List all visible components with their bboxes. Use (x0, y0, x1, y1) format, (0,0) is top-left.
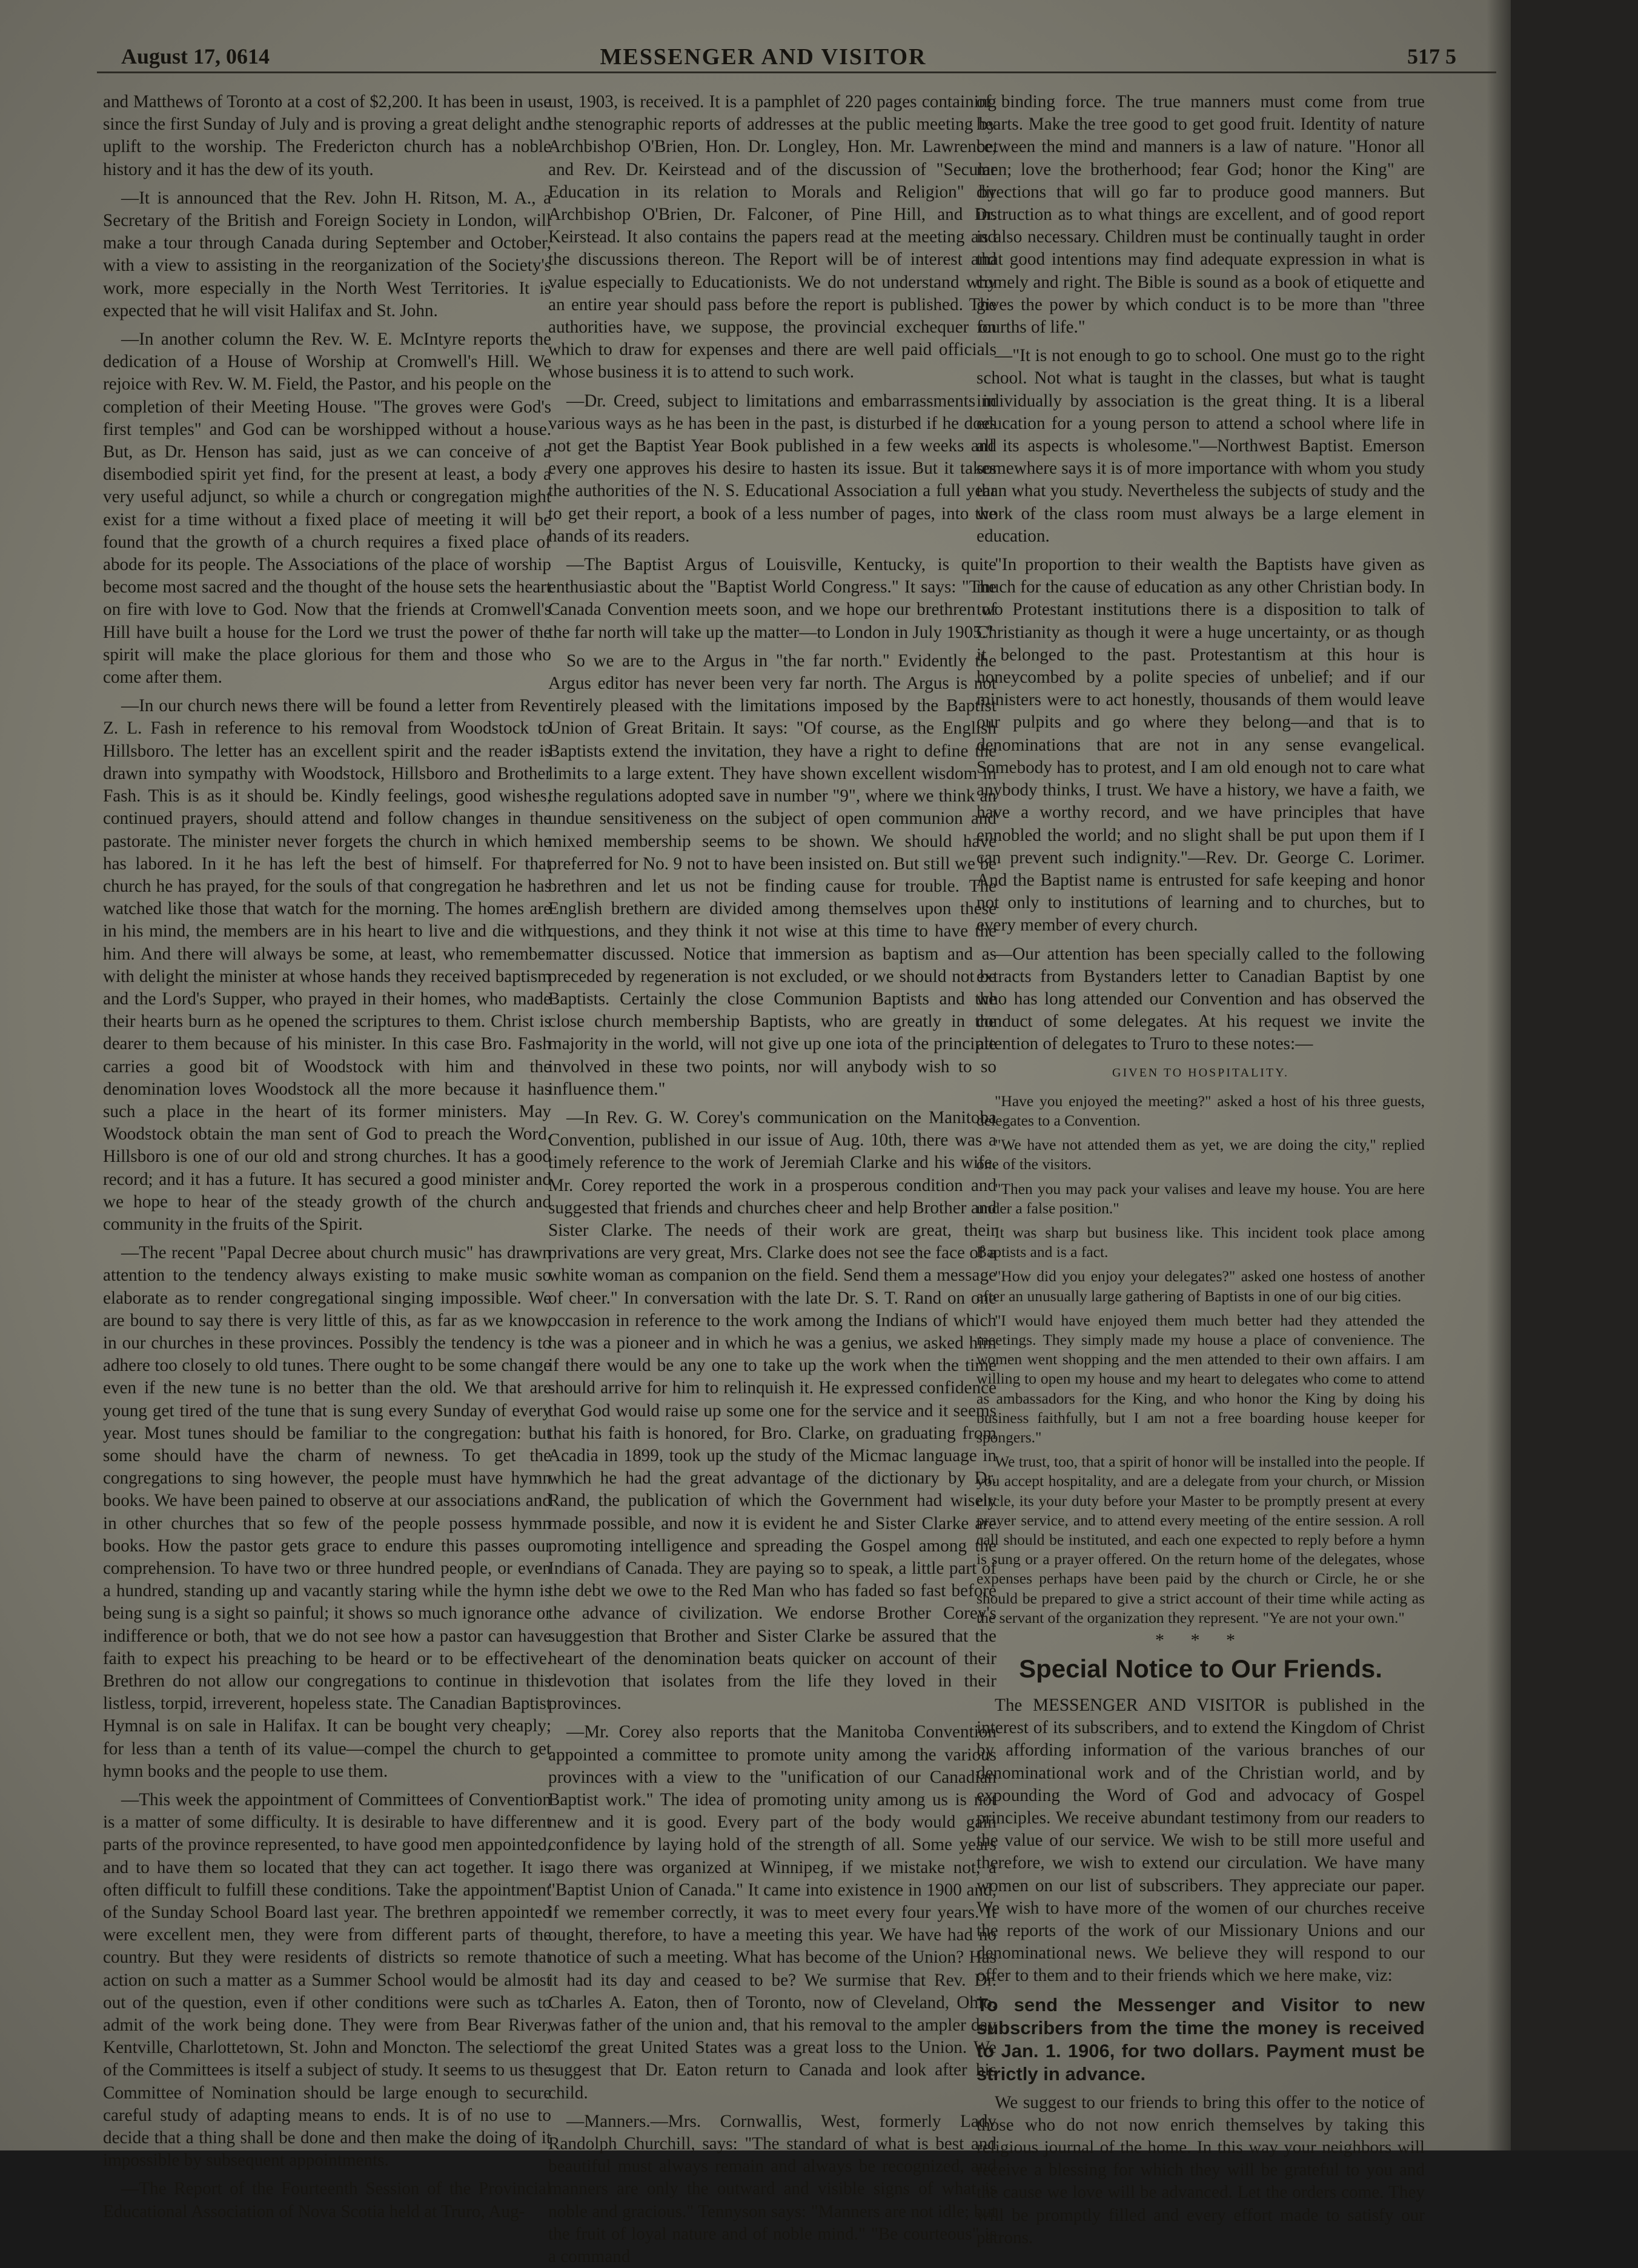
paragraph: —The Report of the Fourteenth Session of the Provincial Educational Association of Nova Scotia held at Truro, Aug- (103, 2179, 551, 2221)
paragraph: "Then you may pack your valises and leave my house. You are here under a false position." (976, 1179, 1425, 1217)
paragraph: ust, 1903, is received. It is a pamphlet of 220 pages containing the stenographic reports of addresses at the public meeting by Archbishop O'Brien, Hon. Dr. Longley, Hon. Mr. Lawrence, and Rev. Dr. Keirstead and of the discussion of "Secular Education in its relation to Morals and Religion" by Archbishop O'Brien, Dr. Falconer, of Pine Hill, and Dr. Keirstead. It also contains the papers read at the meeting and the discussions thereon. The Report will be of interest and value especially to Educationists. We do not understand why an entire year should pass before the report is published. The authorities have, we suppose, the provincial exchequer on which to draw for expenses and there are well paid officials whose business it is to attend to such work. (548, 92, 996, 382)
header-rule (97, 71, 1496, 73)
paragraph: —Mr. Corey also reports that the Manitoba Convention appointed a committee to promote unity among the various provinces with a view to the "unification of our Canadian Baptist work." The idea of promoting unity among us is not new and it is good. Every part of the body would gain confidence by laying hold of the strength of all. Some years ago there was organized at Winnipeg, if we mistake not, a "Baptist Union of Canada." It came into existence in 1900 and, if we remember correctly, it was to meet every four years. It ought, therefore, to have a meeting this year. We have had no notice of such a meeting. What has become of the Union? Has it had its day and ceased to be? We surmise that Rev. Dr. Charles A. Eaton, then of Toronto, now of Cleveland, Ohio, was father of the union and, that his removal to the ampler day of the great United States was a great loss to the Union. We suggest that Dr. Eaton return to Canada and look after his child. (548, 1722, 996, 2103)
paragraph: We suggest to our friends to bring this offer to the notice of those who do not now enrich themselves by taking this religious journal of the home. In this way your neighbors will receive a blessing for which they will be grateful to you and the cause we love will be advanced. Let the orders come. They will be promptly filled and every effort made to satisfy our patrons. (976, 2092, 1425, 2247)
paragraph: It was sharp but business like. This incident took place among Baptists and is a fact. (976, 1223, 1425, 1261)
paragraph: —The Baptist Argus of Louisville, Kentucky, is quite enthusiastic about the "Baptist World Congress." It says: "The Canada Convention meets soon, and we hope our brethren of the far north will take up the matter—to London in July 1905." (548, 555, 996, 642)
paragraph: We trust, too, that a spirit of honor will be installed into the people. If you accept hospitality, and are a delegate from your church, or Mission circle, its your duty before your Master to be promptly present at every prayer service, and to attend every meeting of the entire session. A roll call should be instituted, and each one expected to reply before a hymn is sung or a prayer offered. On the return home of the delegates, whose expenses perhaps have been paid by the church or Circle, he or she should be prepared to give a strict account of their time while acting as the servant of the organization they represent. "Ye are not your own." (976, 1453, 1425, 1626)
column-3 (976, 91, 1425, 2247)
paragraph: So we are to the Argus in "the far north." Evidently the Argus editor has never been very far north. The Argus is not entirely pleased with the limitations imposed by the Baptist Union of Great Britain. It says: "Of course, as the English Baptists extend the invitation, they have a right to define the limits to a large extent. They have shown excellent wisdom in the regulations adopted save in number "9", where we think an undue sensitiveness on the subject of open communion and mixed membership seems to be shown. We should have preferred for No. 9 not to have been insisted on. But still we be brethren and let us not be finding cause for trouble. The English brethern are divided among themselves upon these questions, and they think it not wise at this time to have the matter discussed. Notice that immersion as baptism and as preceded by regeneration is not excluded, or we should not be Baptists. Certainly the close Communion Baptists and the close church membership Baptists, who are greatly in the majority in the world, will not give up one iota of the principle involved in these two points, nor will anybody wish to so influence them." (548, 651, 996, 1099)
paragraph: and Matthews of Toronto at a cost of $2,200. It has been in use since the first Sunday of July and is proving a great delight and uplift to the worship. The Fredericton church has a noble history and it has the dew of its youth. (103, 92, 551, 179)
paragraph: —Dr. Creed, subject to limitations and embarrassments in various ways as he has been in the past, is disturbed if he does not get the Baptist Year Book published in a few weeks and every one approves his desire to hasten its issue. But it takes the authorities of the N. S. Educational Association a full year to get their report, a book of a less number of pages, into the hands of its readers. (548, 391, 996, 546)
paragraph: —In another column the Rev. W. E. McIntyre reports the dedication of a House of Worship at Cromwell's Hill. We rejoice with Rev. W. M. Field, the Pastor, and his people on the completion of their Meeting House. "The groves were God's first temples" and God can be worshipped without a house. But, as Dr. Henson has said, just as we can conceive of a disembodied spirit yet find, for the present at least, a body a very useful adjunct, so while a church or congregation might exist for a time without a fixed place of meeting it will be found that the growth of a church requires a fixed place of abode for its people. The Associations of the place of worship become most sacred and the thought of the house sets the heart on fire with love to God. Now that the friends at Cromwell's Hill have built a house for the Lord we trust the power of the spirit will make the place glorious for them and those who come after them. (103, 330, 551, 688)
paragraph: —The recent "Papal Decree about church music" has drawn attention to the tendency always existing to make music so elaborate as to render congregational singing impossible. We are bound to say there is very little of this, as far as we know, in our churches in these provinces. Possibly the tendency is to adhere too closely to old tunes. There ought to be some change even if the new tune is no better than the old. We that are young get tired of the tune that is sung every Sunday of every year. Most tunes should be familiar to the congregation: but some should have the charm of newness. To get the congregations to sing however, the people must have hymn books. We have been pained to observe at our associations and in other churches that so few of the people possess hymn books. How the pastor gets grace to endure this passes our comprehension. To have two or three hundred people, or even a hundred, standing up and vacantly staring while the hymn is being sung is a sight so painful; it shows so much ignorance or indifference or both, that we do not see how a pastor can have faith to expect his preaching to be heard or to be effective. Brethren do not allow our congregations to continue in this listless, torpid, irreverent, hopeless state. The Canadian Baptist Hymnal is on sale in Halifax. It can be bought very cheaply; for less than a tenth of its value—compel the church to get hymn books and the people to use them. (103, 1243, 551, 1781)
masthead-title: MESSENGER AND VISITOR (600, 44, 927, 70)
page-date: August 17, 0614 (121, 44, 270, 68)
notice-heading: Special Notice to Our Friends. (1019, 1654, 1382, 1683)
paragraph: "Have you enjoyed the meeting?" asked a host of his three guests, delegates to a Convention. (976, 1092, 1425, 1129)
section-divider: * * * (1155, 1630, 1246, 1651)
paragraph: —It is announced that the Rev. John H. Ritson, M. A., a Secretary of the British and Foreign Society in London, will make a tour through Canada during September and October, with a view to assisting in the reorganization of the Society's work, more especially in the North West Territories. It is expected that he will visit Halifax and St. John. (103, 188, 551, 320)
paragraph: —In our church news there will be found a letter from Rev. Z. L. Fash in reference to his removal from Woodstock to Hillsboro. The letter has an excellent spirit and the reader is drawn into sympathy with Woodstock, Hillsboro and Brother Fash. This is as it should be. Kindly feelings, good wishes, continued prayers, should attend and follow changes in the pastorate. The minister never forgets the church in which he has labored. In it he has left the best of himself. For that church he has prayed, for the souls of that congregation he has watched like those that watch for the morning. The homes are in his mind, the members are in his heart to live and die with him. And there will always be some, at least, who remember with delight the minister at whose hands they received baptism and the Lord's Supper, who prayed in their homes, who made their hearts burn as he opened the scriptures to them. Christ is dearer to them because of his minister. In this case Bro. Fash carries a good bit of Woodstock with him and the denomination loves Woodstock all the more because it has such a place in the heart of its former ministers. May Woodstock obtain the man sent of God to preach the Word. Hillsboro is one of our old and strong churches. It has a good record; and it has a future. It has secured a good minister and we hope to hear of the steady growth of the church and community in the fruits of the Spirit. (103, 696, 551, 1234)
subscription-offer: To send the Messenger and Visitor to new subscribers from the time the money is received to Jan. 1. 1906, for two dollars. Payment must be strictly in advance. (976, 1994, 1425, 2084)
paragraph: —This week the appointment of Committees of Convention is a matter of some difficulty. It is desirable to have different parts of the province represented, to have good men appointed, and to have them so located that they can act together. It is often difficult to fulfill these conditions. Take the appointment of the Sunday School Board last year. The brethren appointed were excellent men, they were from different parts of the country. But they were residents of districts so remote that action on such a matter as a Summer School would be almost out of the question, even if other conditions were such as to admit of the work being done. They were from Bear River, Kentville, Charlottetown, St. John and Moncton. The selection of the Committees is itself a subject of study. It seems to us the Committee of Nomination should be large enough to secure careful study of adapting means to ends. It is of no use to decide that a thing shall be done and then make the doing of it impossible by subsequent appointments. (103, 1790, 551, 2170)
paragraph: —In Rev. G. W. Corey's communication on the Manitoba Convention, published in our issue of Aug. 10th, there was a timely reference to the work of Jeremiah Clarke and his wife. Mr. Corey reported the work in a prosperous condition and suggested that friends and churches cheer and help Brother and Sister Clarke. The needs of their work are great, their privations are very great, Mrs. Clarke does not see the face of a white woman as companion on the field. Send them a message of cheer." In conversation with the late Dr. S. T. Rand on one occasion in reference to the work among the Indians of which he was a pioneer and in which he was a genius, we asked him if there would be any one to take up the work when the time should arrive for him to relinquish it. He expressed confidence that God would raise up some one for the service and it seems that his faith is honored, for Bro. Clarke, on graduating from Acadia in 1899, took up the study of the Micmac language in which he had the great advantage of the dictionary by Dr. Rand, the publication of which the Government had wisely made possible, and now it is evident he and Sister Clarke are promoting intelligence and spreading the Gospel among the Indians of Canada. They are paying so to speak, a little part of the debt we owe to the Red Man who has faded so fast before the advance of civilization. We endorse Brother Corey's suggestion that Brother and Sister Clarke be assured that the heart of the denomination beats quicker on account of their devotion that isolates from the life they loved in their provinces. (548, 1107, 996, 1714)
paragraph: "We have not attended them as yet, we are doing the city," replied one of the visitors. (976, 1136, 1425, 1173)
scan-dark-edge (1511, 0, 1638, 2150)
paragraph: "In proportion to their wealth the Baptists have given as much for the cause of education as any other Christian body. In two Protestant institutions there is a disposition to talk of Christianity as though it were a huge uncertainty, or as though it belonged to the past. Protestantism at this hour is honeycombed by a polite species of unbelief; and if our ministers were to act honestly, thousands of them would leave our pulpits and go where they belong—and that is to denominations that are not in any sense evangelical. Somebody has to protest, and I am old enough not to care what anybody thinks, I trust. We have a history, we have a faith, we have a worthy record, and we have principles that have ennobled the world; and no slight shall be put upon them if I can prevent such indignity."—Rev. Dr. George C. Lorimer. And the Baptist name is entrusted for safe keeping and honor not only to institutions of learning and to churches, but to every member of every church. (976, 555, 1425, 935)
paragraph: The MESSENGER AND VISITOR is published in the interest of its subscribers, and to extend the Kingdom of Christ by affording information of the various branches of our denominational work and of the Christian world, and by expounding the Word of God and advocacy of Gospel principles. We receive abundant testimony from our readers to the value of our service. We wish to be still more useful and therefore, we wish to extend our circulation. We have many women on our list of subscribers. They appreciate our paper. We wish to have more of the women of our churches receive the reports of the work of our Missionary Unions and our denominational news. We believe they will respond to our offer to them and to their friends which we here make, viz: (976, 1696, 1425, 1986)
paragraph: of binding force. The true manners must come from true hearts. Make the tree good to get good fruit. Identity of nature between the mind and manners is a law of nature. "Honor all men; love the brotherhood; fear God; honor the King" are directions that will go far to produce good manners. But instruction as to what things are excellent, and of good report is also necessary. Children must be continually taught in order that good intentions may find adequate expression in what is comely and right. The Bible is sound as a book of etiquette and gives the power by which conduct is to be more than "three fourths of life." (976, 92, 1425, 337)
paragraph: —"It is not enough to go to school. One must go to the right school. Not what is taught in the classes, but what is taught individually by association is the great thing. It is a liberal education for a young person to attend a school where life in all its aspects is wholesome."—Northwest Baptist. Emerson somewhere says it is of more importance with whom you study than what you study. Nevertheless the subjects of study and the work of the class room must always be a large element in education. (976, 346, 1425, 546)
section-subheading: GIVEN TO HOSPITALITY. (1112, 1066, 1289, 1079)
paragraph: "I would have enjoyed them much better had they attended the meetings. They simply made my house a place of convenience. The women went shopping and the men attended to their own affairs. I am willing to open my house and my heart to delegates who come to attend as ambassadors for the King, and who honor the King by doing his business faithfully, but I am not a free boarding house keeper for spongers." (976, 1311, 1425, 1446)
scan-edge-shadow (1487, 0, 1511, 2150)
column-1 (103, 91, 551, 2221)
paragraph: —Our attention has been specially called to the following extracts from Bystanders letter to Canadian Baptist by one who has long attended our Convention and has observed the conduct of some delegates. At his request we invite the attention of delegates to Truro to these notes:— (976, 944, 1425, 1054)
paragraph: "How did you enjoy your delegates?" asked one hostess of another after an unusually large gathering of Baptists in one of our big cities. (976, 1267, 1425, 1305)
column-2 (548, 91, 996, 2267)
paragraph: —Manners.—Mrs. Cornwallis, West, formerly Lady Randolph Churchill, says: "The standard of what is best and beautiful must always remain and always be recognized, and manners are only the outward and visible signs of what is noble and gracious." Tennyson says: "Manners are not idle; but the fruit of loyal nature and of noble mind." "Be courteous" is a command (548, 2111, 996, 2267)
page-number: 517 5 (1407, 44, 1456, 68)
